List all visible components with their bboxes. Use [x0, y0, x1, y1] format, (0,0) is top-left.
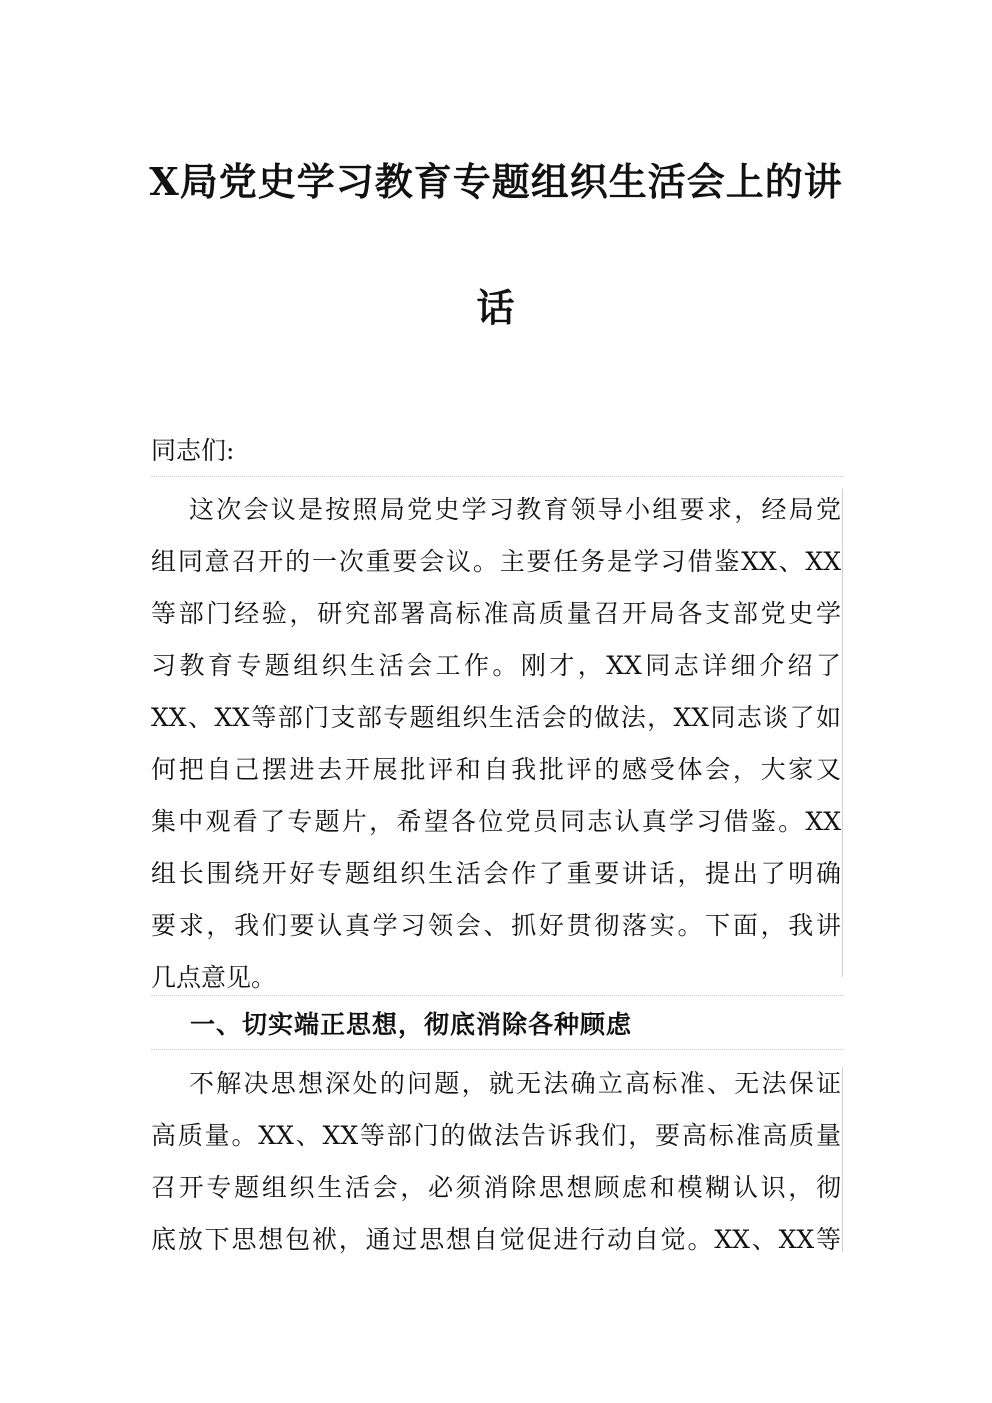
paragraph-line: 召开专题组织生活会，必须消除思想顾虑和模糊认识，彻: [151, 1173, 841, 1202]
paragraph-line: XX、XX等部门支部专题组织生活会的做法，XX同志谈了如: [151, 703, 841, 732]
section-heading-1: 一、切实端正思想，彻底消除各种顾虑: [190, 1010, 633, 1039]
salutation: 同志们:: [151, 436, 235, 465]
paragraph-line: 底放下思想包袱，通过思想自觉促进行动自觉。XX、XX等: [151, 1225, 841, 1254]
paragraph-1: [151, 492, 841, 1012]
paragraph-line: 高质量。XX、XX等部门的做法告诉我们，要高标准高质量: [151, 1121, 841, 1150]
paragraph-line: 不解决思想深处的问题，就无法确立高标准、无法保证: [189, 1069, 841, 1098]
document-title-line-1: X局党史学习教育专题组织生活会上的讲: [149, 159, 843, 204]
margin-guide-right-2: [842, 1067, 843, 1252]
paragraph-line: 组长围绕开好专题组织生活会作了重要讲话，提出了明确: [151, 859, 841, 888]
paragraph-line: 要求，我们要认真学习领会、抓好贯彻落实。下面，我讲: [151, 911, 841, 940]
margin-guide-mid-2: [151, 1049, 843, 1050]
margin-guide-right-1: [842, 489, 843, 977]
paragraph-line: 这次会议是按照局党史学习教育领导小组要求，经局党: [189, 495, 841, 524]
document-title-line-2: 话: [476, 285, 516, 330]
paragraph-line: 集中观看了专题片，希望各位党员同志认真学习借鉴。XX: [151, 807, 841, 836]
paragraph-line: 等部门经验，研究部署高标准高质量召开局各支部党史学: [151, 599, 841, 628]
paragraph-line: 组同意召开的一次重要会议。主要任务是学习借鉴XX、XX: [151, 547, 841, 576]
paragraph-line: 几点意见。: [151, 963, 277, 992]
paragraph-2: [151, 1066, 841, 1274]
paragraph-line: 何把自己摆进去开展批评和自我批评的感受体会，大家又: [151, 755, 841, 784]
margin-guide-top: [151, 476, 843, 477]
paragraph-line: 习教育专题组织生活会工作。刚才，XX同志详细介绍了: [151, 651, 841, 680]
